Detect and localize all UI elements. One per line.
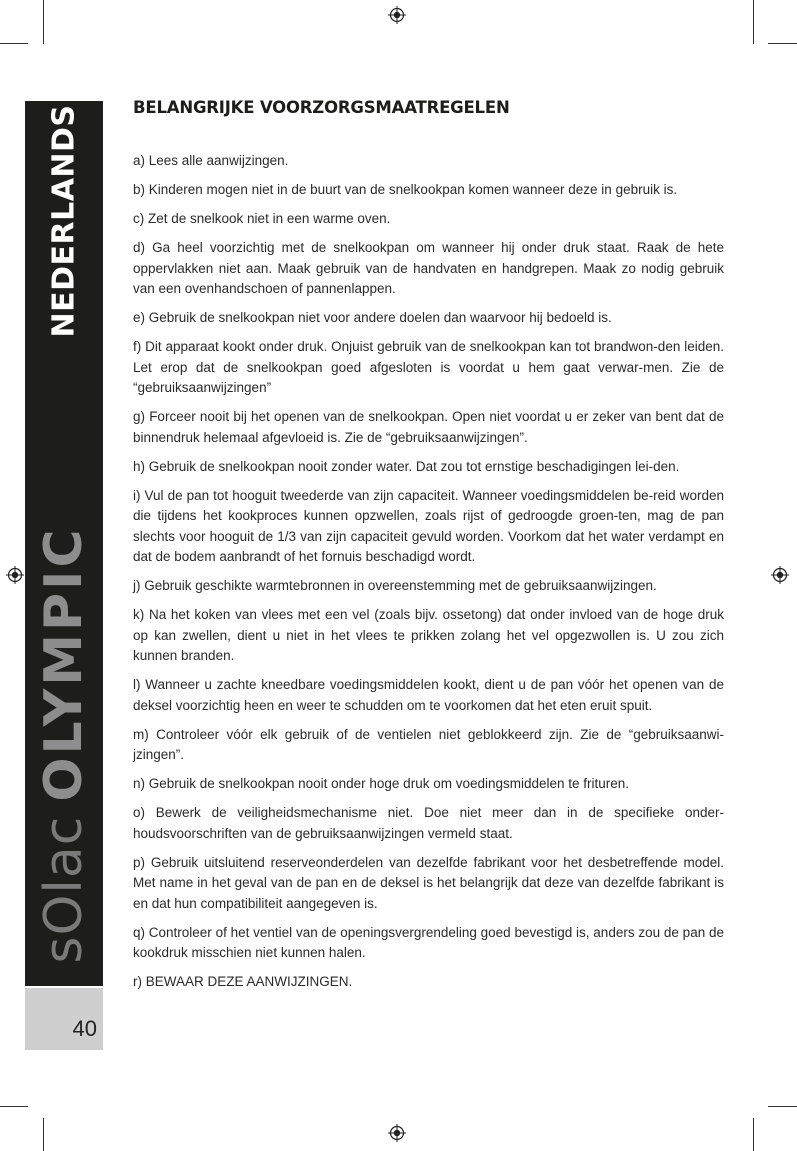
list-item: k) Na het koken van vlees met een vel (zoals bijv. ossetong) dat onder invloed van de hoge druk op kan zwellen, dient u niet in het vlees te prikken zolang het vel opgezwollen is. U zou zich kunnen branden. <box>133 607 724 663</box>
list-item: h) Gebruik de snelkookpan nooit zonder water. Dat zou tot ernstige beschadigingen lei-den. <box>133 458 680 474</box>
page-number-box <box>25 988 103 1050</box>
list-item: o) Bewerk de veiligheidsmechanisme niet. Doe niet meer dan in de specifieke onder-houdsvoorschriften van de gebruiksaanwijzingen vermeld staat. <box>133 805 724 841</box>
registration-mark-icon <box>388 1124 406 1142</box>
crop-mark <box>43 0 44 44</box>
crop-mark <box>43 1118 44 1151</box>
crop-mark <box>753 0 754 44</box>
registration-mark-icon <box>388 6 406 24</box>
language-label <box>25 101 103 341</box>
precaution-list <box>133 151 724 993</box>
crop-mark <box>753 1118 754 1151</box>
main-content <box>133 98 724 1001</box>
list-item: f) Dit apparaat kookt onder druk. Onjuist gebruik van de snelkookpan kan tot brandwon-den leiden. Let erop dat de snelkookpan goed afgesloten is voordat u hem gaat verwar-men. Zie de “gebruiksaanwijzingen” <box>133 339 724 395</box>
list-item: d) Ga heel voorzichtig met de snelkookpan om wanneer hij onder druk staat. Raak de hete oppervlakken niet aan. Maak gebruik van de handvaten en handgrepen. Maak zo nodig gebruik van een ovenhandschoen of pannenlappen. <box>133 240 724 296</box>
logo-model: OLYMPIC <box>34 526 94 802</box>
language-text: NEDERLANDS <box>46 104 82 338</box>
section-title: BELANGRIJKE VOORZORGSMAATREGELEN <box>133 98 510 117</box>
crop-mark <box>768 1106 797 1107</box>
registration-mark-icon <box>771 566 789 584</box>
logo-text <box>34 526 94 964</box>
list-item: e) Gebruik de snelkookpan niet voor andere doelen dan waarvoor hij bedoeld is. <box>133 310 612 325</box>
list-item: j) Gebruik geschikte warmtebronnen in overeenstemming met de gebruiksaanwijzingen. <box>133 578 657 593</box>
list-item: m) Controleer vóór elk gebruik of de ventielen niet geblokkeerd zijn. Zie de “gebruiksaanwi-jzingen”. <box>133 726 724 762</box>
list-item: n) Gebruik de snelkookpan nooit onder hoge druk om voedingsmiddelen te frituren. <box>133 776 630 791</box>
list-item: r) BEWAAR DEZE AANWIJZINGEN. <box>133 974 353 989</box>
list-item: g) Forceer nooit bij het openen van de snelkookpan. Open niet voordat u er zeker van bent dat de binnendruk helemaal afgevloeid is. Zie de “gebruiksaanwijzingen”. <box>133 409 724 445</box>
list-item: i) Vul de pan tot hooguit tweederde van zijn capaciteit. Wanneer voedingsmiddelen be-reid worden die tijdens het kookproces kunnen opzwellen, zoals rijst of gedroogde groen-ten, mag de pan slechts voor hooguit de 1/3 van zijn capaciteit gevuld worden. Voorkom dat het water verdampt en dat de bodem aanbrandt of het fornuis beschadigd wordt. <box>133 487 724 564</box>
list-item: c) Zet de snelkook niet in een warme oven. <box>133 211 391 226</box>
crop-mark <box>0 1106 28 1107</box>
crop-mark <box>768 43 797 44</box>
page-number: 40 <box>72 1016 97 1041</box>
logo-brand: sOlac <box>34 815 94 964</box>
registration-mark-icon <box>6 566 24 584</box>
list-item: p) Gebruik uitsluitend reserveonderdelen van dezelfde fabrikant voor het desbetreffende model. Met name in het geval van de pan en de deksel is het belangrijk dat deze van dezelfde fabrikant is en dat hun compatibiliteit aangegeven is. <box>133 854 724 911</box>
list-item: l) Wanneer u zachte kneedbare voedingsmiddelen kookt, dient u de pan vóór het openen van de deksel voorzichtig heen en weer te schudden om te voorkomen dat het eten eruit spuit. <box>133 677 724 713</box>
list-item: a) Lees alle aanwijzingen. <box>133 153 289 168</box>
brand-logo <box>25 500 103 990</box>
list-item: q) Controleer of het ventiel van de openingsvergrendeling goed bevestigd is, anders zou de pan de kookdruk misschien niet kunnen halen. <box>133 924 724 960</box>
list-item: b) Kinderen mogen niet in de buurt van de snelkookpan komen wanneer deze in gebruik is. <box>133 182 678 197</box>
crop-mark <box>0 43 28 44</box>
